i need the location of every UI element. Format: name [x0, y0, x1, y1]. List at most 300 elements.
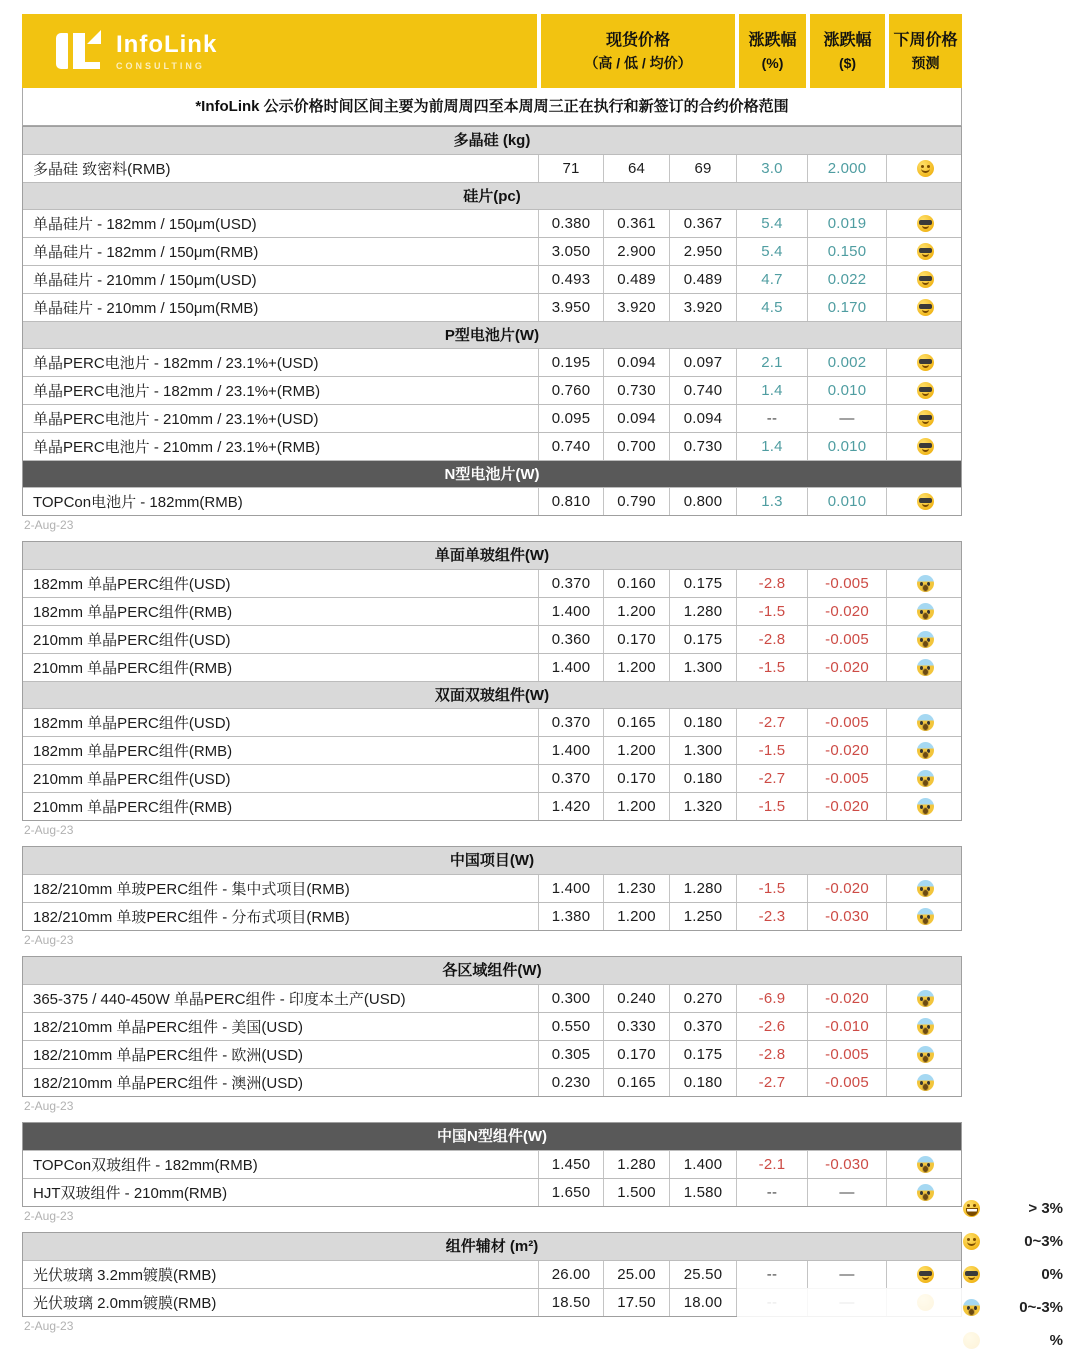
- high-price-cell: 1.450: [538, 1151, 603, 1178]
- change-pct-cell: 4.5: [736, 294, 807, 321]
- change-usd-cell: —: [807, 1261, 886, 1288]
- change-pct-cell: -1.5: [736, 875, 807, 902]
- price-row: [23, 792, 961, 820]
- date-label: 2-Aug-23: [24, 1209, 74, 1223]
- forecast-cell: [886, 1151, 963, 1178]
- high-price-cell: 0.810: [538, 488, 603, 515]
- date-label: 2-Aug-23: [24, 1099, 74, 1113]
- high-price-cell: 0.300: [538, 985, 603, 1012]
- forecast-cell: [886, 488, 963, 515]
- row-label: 182mm 单晶PERC组件(USD): [33, 715, 231, 732]
- high-price-cell: 26.00: [538, 1261, 603, 1288]
- price-row: [23, 237, 961, 265]
- high-price-cell: 0.370: [538, 570, 603, 597]
- avg-price-cell: 0.180: [669, 709, 736, 736]
- avg-price-cell: 18.00: [669, 1289, 736, 1316]
- cool-emoji-icon: [917, 382, 934, 399]
- forecast-cell: [886, 875, 963, 902]
- avg-price-cell: 0.370: [669, 1013, 736, 1040]
- change-usd-cell: -0.005: [807, 765, 886, 792]
- price-row: [23, 1040, 961, 1068]
- forecast-cell: [886, 765, 963, 792]
- change-usd-cell: -0.005: [807, 1069, 886, 1096]
- change-pct-cell: 1.4: [736, 377, 807, 404]
- high-price-cell: 0.095: [538, 405, 603, 432]
- row-label: 182/210mm 单晶PERC组件 - 美国(USD): [33, 1019, 304, 1036]
- cool-emoji-icon: [917, 299, 934, 316]
- low-price-cell: 0.330: [603, 1013, 669, 1040]
- low-price-cell: 0.361: [603, 210, 669, 237]
- low-price-cell: 1.200: [603, 793, 669, 820]
- change-usd-cell: 0.019: [807, 210, 886, 237]
- scream-emoji-icon: [917, 1046, 934, 1063]
- change-pct-cell: 5.4: [736, 238, 807, 265]
- change-usd-cell: -0.005: [807, 570, 886, 597]
- low-price-cell: 0.165: [603, 1069, 669, 1096]
- price-row: [23, 902, 961, 930]
- low-price-cell: 1.200: [603, 598, 669, 625]
- scream-emoji-icon: [917, 603, 934, 620]
- high-price-cell: 0.305: [538, 1041, 603, 1068]
- legend-item: [963, 1258, 1063, 1291]
- low-price-cell: 3.920: [603, 294, 669, 321]
- legend-label: 0%: [1041, 1266, 1063, 1283]
- low-price-cell: 1.230: [603, 875, 669, 902]
- row-label: TOPCon双玻组件 - 182mm(RMB): [33, 1157, 258, 1174]
- scream-emoji-icon: [917, 1074, 934, 1091]
- forecast-cell: [886, 266, 963, 293]
- high-price-cell: 3.950: [538, 294, 603, 321]
- smile-emoji-icon: [917, 160, 934, 177]
- price-table-block: [22, 846, 962, 931]
- low-price-cell: 0.170: [603, 1041, 669, 1068]
- change-pct-cell: -2.8: [736, 626, 807, 653]
- row-label: 光伏玻璃 2.0mm镀膜(RMB): [33, 1295, 217, 1312]
- change-usd-cell: -0.010: [807, 1013, 886, 1040]
- forecast-cell: [886, 1261, 963, 1288]
- row-label: 182/210mm 单玻PERC组件 - 分布式项目(RMB): [33, 909, 350, 926]
- change-usd-cell: 2.000: [807, 155, 886, 182]
- section-header: 双面双玻组件(W): [23, 681, 961, 708]
- brand-text: [116, 31, 217, 71]
- cool-emoji-icon: [917, 1266, 934, 1283]
- forecast-cell: [886, 1013, 963, 1040]
- high-price-cell: 1.380: [538, 903, 603, 930]
- cool-emoji-icon: [963, 1266, 980, 1283]
- high-price-cell: 0.370: [538, 765, 603, 792]
- change-usd-cell: 0.010: [807, 488, 886, 515]
- high-price-cell: 1.400: [538, 875, 603, 902]
- avg-price-cell: 1.400: [669, 1151, 736, 1178]
- row-label: 210mm 单晶PERC组件(USD): [33, 632, 231, 649]
- avg-price-cell: 1.280: [669, 598, 736, 625]
- scream-emoji-icon: [917, 1156, 934, 1173]
- change-pct-cell: -2.7: [736, 765, 807, 792]
- legend-label: > 3%: [1028, 1200, 1063, 1217]
- change-pct-cell: 5.4: [736, 210, 807, 237]
- section-header: 多晶硅 (kg): [23, 127, 961, 154]
- scream-emoji-icon: [917, 990, 934, 1007]
- forecast-cell: [886, 903, 963, 930]
- low-price-cell: 0.160: [603, 570, 669, 597]
- price-row: [23, 569, 961, 597]
- high-price-cell: 71: [538, 155, 603, 182]
- row-label: 光伏玻璃 3.2mm镀膜(RMB): [33, 1267, 217, 1284]
- low-price-cell: 0.165: [603, 709, 669, 736]
- watermark-overlay: [737, 1288, 963, 1350]
- low-price-cell: 64: [603, 155, 669, 182]
- change-usd-cell: -0.020: [807, 985, 886, 1012]
- change-usd-cell: 0.010: [807, 377, 886, 404]
- price-row: [23, 653, 961, 681]
- avg-price-cell: 3.920: [669, 294, 736, 321]
- date-label: 2-Aug-23: [24, 518, 74, 532]
- change-usd-cell: -0.020: [807, 737, 886, 764]
- row-label: 单晶硅片 - 182mm / 150μm(RMB): [33, 244, 259, 261]
- forecast-cell: [886, 570, 963, 597]
- forecast-cell: [886, 349, 963, 376]
- scream-emoji-icon: [917, 908, 934, 925]
- price-row: [23, 984, 961, 1012]
- change-pct-cell: 1.4: [736, 433, 807, 460]
- smile-emoji-icon: [963, 1233, 980, 1250]
- change-pct-cell: -2.1: [736, 1151, 807, 1178]
- row-label: 182mm 单晶PERC组件(RMB): [33, 743, 233, 760]
- avg-price-cell: 0.175: [669, 1041, 736, 1068]
- cool-emoji-icon: [917, 243, 934, 260]
- change-pct-cell: --: [736, 1261, 807, 1288]
- column-header-text: 现货价格: [605, 31, 670, 49]
- row-label: 210mm 单晶PERC组件(USD): [33, 771, 231, 788]
- section-header: 中国项目(W): [23, 847, 961, 874]
- change-pct-cell: -2.7: [736, 709, 807, 736]
- avg-price-cell: 0.094: [669, 405, 736, 432]
- change-pct-cell: --: [736, 405, 807, 432]
- cool-emoji-icon: [917, 271, 934, 288]
- low-price-cell: 17.50: [603, 1289, 669, 1316]
- forecast-cell: [886, 1069, 963, 1096]
- change-usd-cell: -0.030: [807, 1151, 886, 1178]
- price-row: [23, 708, 961, 736]
- change-usd-cell: 0.010: [807, 433, 886, 460]
- change-pct-cell: 2.1: [736, 349, 807, 376]
- cool-emoji-icon: [917, 354, 934, 371]
- row-label: 210mm 单晶PERC组件(RMB): [33, 799, 233, 816]
- forecast-cell: [886, 626, 963, 653]
- brand-header-cell: [22, 14, 537, 88]
- avg-price-cell: 0.740: [669, 377, 736, 404]
- scream-emoji-icon: [917, 631, 934, 648]
- row-label: 单晶硅片 - 210mm / 150μm(RMB): [33, 300, 259, 317]
- price-row: [23, 736, 961, 764]
- table-header-band: [22, 14, 962, 88]
- brand-name: InfoLink: [116, 31, 218, 58]
- high-price-cell: 0.550: [538, 1013, 603, 1040]
- price-row: [23, 432, 961, 460]
- high-price-cell: 0.370: [538, 709, 603, 736]
- cool-emoji-icon: [917, 438, 934, 455]
- scream-emoji-icon: [917, 575, 934, 592]
- row-label: HJT双玻组件 - 210mm(RMB): [33, 1185, 228, 1202]
- grin-emoji-icon: [963, 1200, 980, 1217]
- low-price-cell: 1.200: [603, 737, 669, 764]
- price-row: [23, 487, 961, 515]
- price-row: [23, 1068, 961, 1096]
- row-label: 182/210mm 单晶PERC组件 - 澳洲(USD): [33, 1075, 304, 1092]
- change-usd-cell: -0.005: [807, 1041, 886, 1068]
- high-price-cell: 0.230: [538, 1069, 603, 1096]
- price-report: [22, 14, 962, 1342]
- column-header-text: 涨跌幅: [748, 31, 797, 49]
- change-usd-cell: -0.020: [807, 875, 886, 902]
- avg-price-cell: 0.489: [669, 266, 736, 293]
- logo-shape: [56, 33, 68, 69]
- cool-emoji-icon: [917, 215, 934, 232]
- price-row: [23, 209, 961, 237]
- price-row: [23, 404, 961, 432]
- date-label: 2-Aug-23: [24, 933, 74, 947]
- change-usd-cell: -0.020: [807, 598, 886, 625]
- change-pct-cell: -2.8: [736, 1041, 807, 1068]
- low-price-cell: 1.200: [603, 903, 669, 930]
- column-header-forecast: [889, 14, 962, 88]
- section-header: 组件辅材 (m²): [23, 1233, 961, 1260]
- high-price-cell: 0.360: [538, 626, 603, 653]
- change-pct-cell: -2.7: [736, 1069, 807, 1096]
- price-row: [23, 625, 961, 653]
- avg-price-cell: 1.250: [669, 903, 736, 930]
- low-price-cell: 0.170: [603, 765, 669, 792]
- change-usd-cell: 0.170: [807, 294, 886, 321]
- low-price-cell: 0.170: [603, 626, 669, 653]
- logo-shape: [87, 30, 101, 44]
- forecast-cell: [886, 155, 963, 182]
- low-price-cell: 0.240: [603, 985, 669, 1012]
- section-header: P型电池片(W): [23, 321, 961, 348]
- infolink-logo-icon: [54, 30, 102, 72]
- scream-emoji-icon: [917, 742, 934, 759]
- forecast-cell: [886, 238, 963, 265]
- forecast-cell: [886, 1179, 963, 1206]
- high-price-cell: 1.650: [538, 1179, 603, 1206]
- price-row: [23, 154, 961, 182]
- cool-emoji-icon: [917, 410, 934, 427]
- change-usd-cell: —: [807, 405, 886, 432]
- row-label: 单晶硅片 - 210mm / 150μm(USD): [33, 272, 257, 289]
- price-row: [23, 265, 961, 293]
- change-pct-cell: 4.7: [736, 266, 807, 293]
- change-usd-cell: -0.020: [807, 793, 886, 820]
- watermark-overlay: [960, 1318, 1045, 1358]
- price-table-block: [22, 541, 962, 821]
- forecast-cell: [886, 598, 963, 625]
- row-label: 182/210mm 单晶PERC组件 - 欧洲(USD): [33, 1047, 304, 1064]
- scream-emoji-icon: [917, 770, 934, 787]
- row-label: 210mm 单晶PERC组件(RMB): [33, 660, 233, 677]
- avg-price-cell: 1.300: [669, 737, 736, 764]
- row-label: 单晶PERC电池片 - 182mm / 23.1%+(USD): [33, 355, 319, 372]
- forecast-cell: [886, 985, 963, 1012]
- forecast-cell: [886, 737, 963, 764]
- high-price-cell: 1.400: [538, 598, 603, 625]
- scream-emoji-icon: [917, 1184, 934, 1201]
- avg-price-cell: 0.270: [669, 985, 736, 1012]
- avg-price-cell: 0.180: [669, 765, 736, 792]
- price-row: [23, 1150, 961, 1178]
- forecast-cell: [886, 433, 963, 460]
- row-label: 单晶PERC电池片 - 210mm / 23.1%+(RMB): [33, 439, 321, 456]
- forecast-cell: [886, 1041, 963, 1068]
- avg-price-cell: 0.180: [669, 1069, 736, 1096]
- price-row: [23, 1012, 961, 1040]
- high-price-cell: 0.380: [538, 210, 603, 237]
- change-usd-cell: 0.022: [807, 266, 886, 293]
- column-header-text: 下周价格: [893, 31, 958, 49]
- row-label: 单晶PERC电池片 - 182mm / 23.1%+(RMB): [33, 383, 321, 400]
- change-pct-cell: -2.6: [736, 1013, 807, 1040]
- forecast-cell: [886, 793, 963, 820]
- change-pct-cell: -1.5: [736, 737, 807, 764]
- price-period-note: *InfoLink 公示价格时间区间主要为前周周四至本周周三正在执行和新签订的合约价格范围: [22, 88, 962, 126]
- legend-label: %: [1049, 1332, 1063, 1349]
- scream-emoji-icon: [917, 659, 934, 676]
- legend-label: 0~3%: [1024, 1233, 1063, 1250]
- column-header-text: 预测: [911, 54, 940, 71]
- price-row: [23, 348, 961, 376]
- avg-price-cell: 0.367: [669, 210, 736, 237]
- avg-price-cell: 1.280: [669, 875, 736, 902]
- change-pct-cell: -1.5: [736, 598, 807, 625]
- forecast-cell: [886, 377, 963, 404]
- low-price-cell: 0.489: [603, 266, 669, 293]
- scream-emoji-icon: [917, 1018, 934, 1035]
- price-table-block: [22, 126, 962, 516]
- change-pct-cell: -1.5: [736, 654, 807, 681]
- legend-label: 0~-3%: [1019, 1299, 1063, 1316]
- forecast-cell: [886, 654, 963, 681]
- low-price-cell: 0.790: [603, 488, 669, 515]
- high-price-cell: 0.740: [538, 433, 603, 460]
- high-price-cell: 0.195: [538, 349, 603, 376]
- price-row: [23, 597, 961, 625]
- row-label: TOPCon电池片 - 182mm(RMB): [33, 494, 243, 511]
- price-row: [23, 376, 961, 404]
- avg-price-cell: 0.800: [669, 488, 736, 515]
- avg-price-cell: 0.097: [669, 349, 736, 376]
- forecast-cell: [886, 210, 963, 237]
- high-price-cell: 18.50: [538, 1289, 603, 1316]
- date-label: 2-Aug-23: [24, 1319, 74, 1333]
- high-price-cell: 3.050: [538, 238, 603, 265]
- column-header-change-pct: [739, 14, 806, 88]
- row-label: 182mm 单晶PERC组件(RMB): [33, 604, 233, 621]
- low-price-cell: 1.500: [603, 1179, 669, 1206]
- column-header-text: （高 / 低 / 均价）: [584, 54, 692, 71]
- change-pct-cell: 3.0: [736, 155, 807, 182]
- date-label: 2-Aug-23: [24, 823, 74, 837]
- scream-emoji-icon: [917, 880, 934, 897]
- avg-price-cell: 1.580: [669, 1179, 736, 1206]
- change-pct-cell: -1.5: [736, 793, 807, 820]
- avg-price-cell: 1.320: [669, 793, 736, 820]
- section-header: 单面单玻组件(W): [23, 542, 961, 569]
- avg-price-cell: 0.175: [669, 570, 736, 597]
- low-price-cell: 25.00: [603, 1261, 669, 1288]
- price-table-body: [22, 126, 962, 1334]
- high-price-cell: 1.420: [538, 793, 603, 820]
- legend-item: [963, 1225, 1063, 1258]
- row-label: 单晶硅片 - 182mm / 150μm(USD): [33, 216, 257, 233]
- section-header: 中国N型组件(W): [23, 1123, 961, 1150]
- brand-subtitle: CONSULTING: [116, 61, 205, 71]
- scream-emoji-icon: [917, 714, 934, 731]
- low-price-cell: 0.700: [603, 433, 669, 460]
- change-pct-cell: --: [736, 1179, 807, 1206]
- row-label: 182/210mm 单玻PERC组件 - 集中式项目(RMB): [33, 881, 350, 898]
- column-header-change-usd: [810, 14, 885, 88]
- high-price-cell: 1.400: [538, 737, 603, 764]
- forecast-cell: [886, 709, 963, 736]
- avg-price-cell: 2.950: [669, 238, 736, 265]
- row-label: 365-375 / 440-450W 单晶PERC组件 - 印度本土产(USD): [33, 991, 406, 1008]
- change-usd-cell: —: [807, 1179, 886, 1206]
- change-usd-cell: -0.030: [807, 903, 886, 930]
- column-header-text: ($): [838, 54, 857, 71]
- section-header: 各区域组件(W): [23, 957, 961, 984]
- low-price-cell: 1.280: [603, 1151, 669, 1178]
- column-header-text: (%): [761, 54, 784, 71]
- avg-price-cell: 1.300: [669, 654, 736, 681]
- cool-emoji-icon: [917, 493, 934, 510]
- price-row: [23, 293, 961, 321]
- price-table-block: [22, 1122, 962, 1207]
- forecast-cell: [886, 405, 963, 432]
- low-price-cell: 0.094: [603, 349, 669, 376]
- row-label: 单晶PERC电池片 - 210mm / 23.1%+(USD): [33, 411, 319, 428]
- scream-emoji-icon: [963, 1299, 980, 1316]
- section-header: N型电池片(W): [23, 460, 961, 487]
- change-pct-cell: -2.3: [736, 903, 807, 930]
- column-header-text: 涨跌幅: [823, 31, 872, 49]
- change-pct-cell: -6.9: [736, 985, 807, 1012]
- low-price-cell: 1.200: [603, 654, 669, 681]
- change-usd-cell: -0.005: [807, 709, 886, 736]
- row-label: 多晶硅 致密料(RMB): [33, 161, 171, 178]
- section-header: 硅片(pc): [23, 182, 961, 209]
- change-pct-cell: -2.8: [736, 570, 807, 597]
- scream-emoji-icon: [917, 798, 934, 815]
- legend-item: [963, 1192, 1063, 1225]
- forecast-cell: [886, 294, 963, 321]
- high-price-cell: 0.493: [538, 266, 603, 293]
- change-usd-cell: 0.150: [807, 238, 886, 265]
- high-price-cell: 0.760: [538, 377, 603, 404]
- change-usd-cell: -0.020: [807, 654, 886, 681]
- logo-shape: [73, 62, 100, 69]
- avg-price-cell: 69: [669, 155, 736, 182]
- row-label: 182mm 单晶PERC组件(USD): [33, 576, 231, 593]
- low-price-cell: 0.094: [603, 405, 669, 432]
- avg-price-cell: 0.730: [669, 433, 736, 460]
- price-row: [23, 1178, 961, 1206]
- change-usd-cell: -0.005: [807, 626, 886, 653]
- low-price-cell: 2.900: [603, 238, 669, 265]
- column-header-spot-price: [541, 14, 735, 88]
- price-row: [23, 1260, 961, 1288]
- low-price-cell: 0.730: [603, 377, 669, 404]
- price-row: [23, 764, 961, 792]
- avg-price-cell: 25.50: [669, 1261, 736, 1288]
